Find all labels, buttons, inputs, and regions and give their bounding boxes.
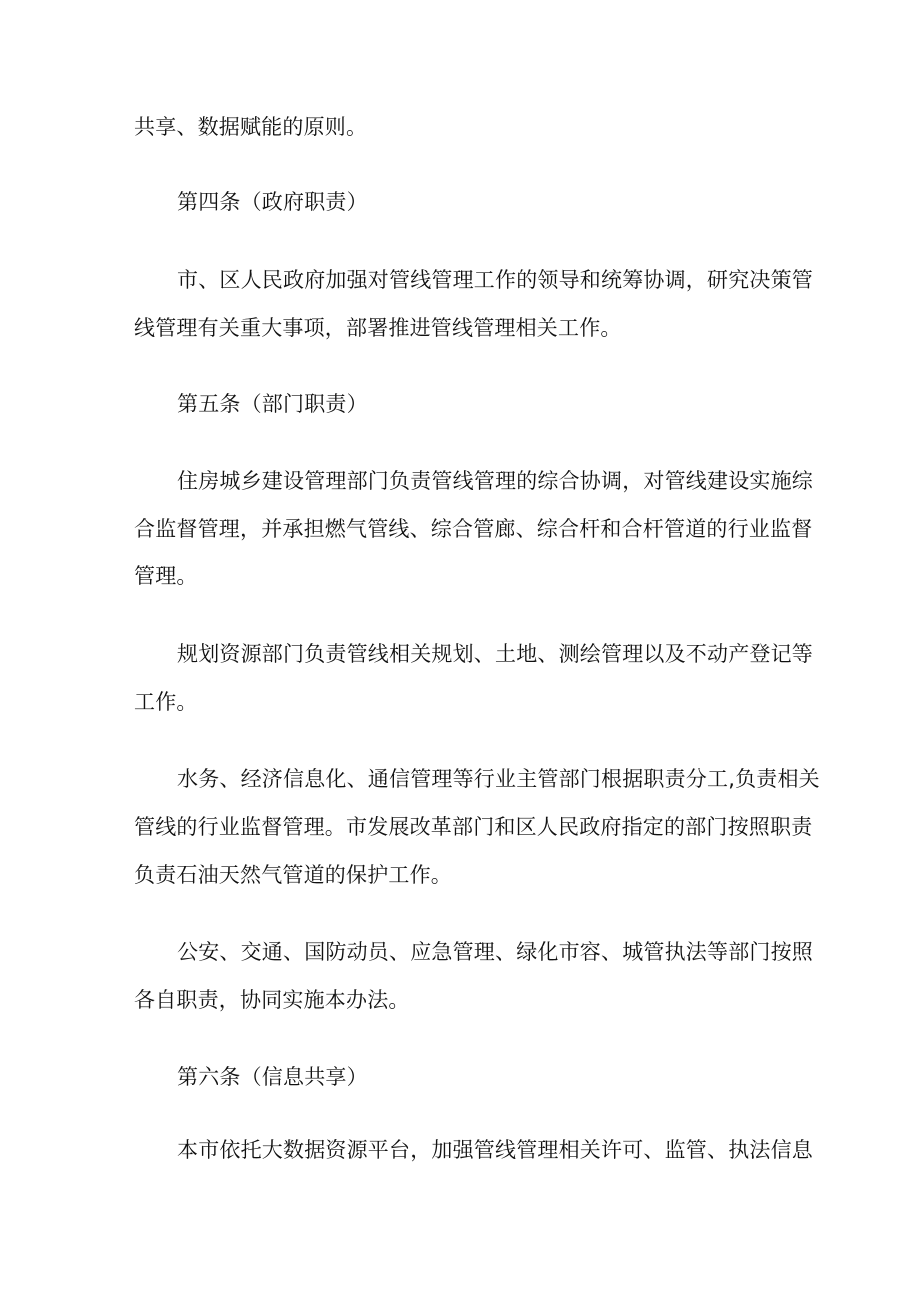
text-line: 市、区人民政府加强对管线管理工作的领导和统筹协调，研究决策管: [177, 268, 813, 292]
text-line: 水务、经济信息化、通信管理等行业主管部门根据职责分工,负责相关: [177, 767, 820, 791]
text-line: 共享、数据赋能的原则。: [134, 115, 368, 139]
article-heading: 第六条（信息共享）: [177, 1065, 368, 1089]
text-line: 线管理有关重大事项，部署推进管线管理相关工作。: [134, 316, 622, 340]
text-line: 规划资源部门负责管线相关规划、土地、测绘管理以及不动产登记等: [177, 642, 813, 666]
text-line: 公安、交通、国防动员、应急管理、绿化市容、城管执法等部门按照: [177, 940, 813, 964]
article-heading: 第五条（部门职责）: [177, 392, 368, 416]
text-line: 管理。: [134, 564, 198, 588]
text-line: 负责石油天然气管道的保护工作。: [134, 863, 452, 887]
text-line: 住房城乡建设管理部门负责管线管理的综合协调，对管线建设实施综: [177, 469, 813, 493]
text-line: 工作。: [134, 690, 198, 714]
text-line: 本市依托大数据资源平台，加强管线管理相关许可、监管、执法信息: [177, 1138, 813, 1162]
text-line: 合监督管理，并承担燃气管线、综合管廊、综合杆和合杆管道的行业监督: [134, 517, 813, 541]
text-line: 管线的行业监督管理。市发展改革部门和区人民政府指定的部门按照职责: [134, 815, 813, 839]
article-heading: 第四条（政府职责）: [177, 190, 368, 214]
text-line: 各自职责，协同实施本办法。: [134, 988, 410, 1012]
